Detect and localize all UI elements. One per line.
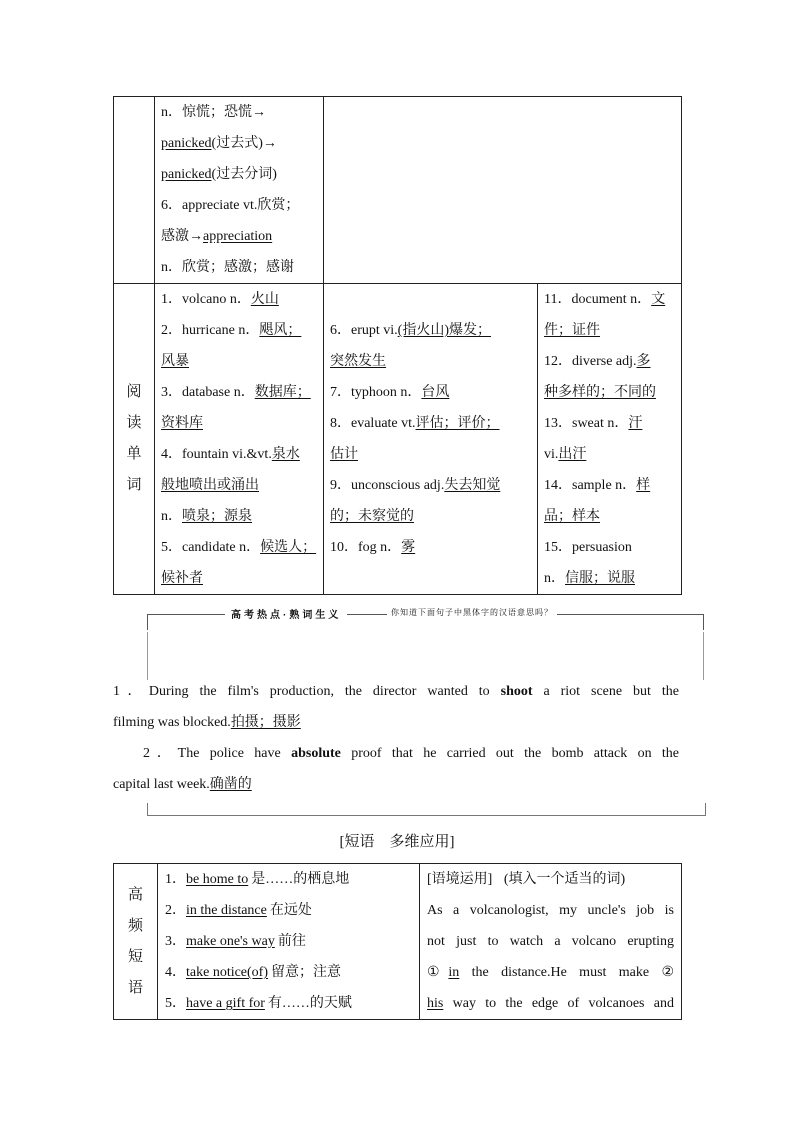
phrase-meaning: 是……的栖息地	[251, 872, 350, 887]
vocab-entry-line-text: 4．fountain vi.&vt.	[161, 447, 272, 462]
sentence-2-line-2	[113, 769, 679, 800]
phrase-english: take notice(of)	[186, 965, 269, 980]
vocab-entry-line	[538, 408, 681, 439]
vocab-entry-line-answer: 喷泉；源泉	[182, 509, 252, 524]
phrase-english: be home to	[186, 872, 249, 887]
vocab-entry-line-answer: 候补者	[161, 571, 203, 586]
phrase-meaning: 有……的天赋	[267, 996, 352, 1011]
vocab-entry-line	[155, 346, 323, 377]
vocabulary-table	[113, 96, 682, 595]
vocab-col-1-lines	[155, 284, 323, 594]
vocab-entry-line-answer: 泉水	[271, 447, 300, 462]
vocab-line	[155, 190, 323, 221]
vocab-entry-line-text: 7．typhoon n．	[330, 385, 422, 400]
vocab-entry-line	[155, 439, 323, 470]
side-label-char: 短	[127, 948, 143, 965]
vocab-entry-line-text: 1．volcano n．	[161, 292, 251, 307]
sentence-1-line-2	[113, 707, 679, 738]
sentence-2-line-2-text: capital last week.	[113, 777, 210, 792]
context-header	[420, 864, 681, 895]
vocab-entry-line-answer: 般地喷出或涌出	[161, 478, 259, 493]
sentence-2-post: proof that he carried out the bomb attack on the	[340, 746, 679, 761]
side-label-high-freq-phrases	[114, 864, 158, 1020]
vocab-line-suffix: (过去分词)	[211, 167, 277, 182]
vocab-line-answer: panicked	[161, 167, 212, 182]
banner-left-bracket	[147, 614, 148, 630]
side-label-char: 读	[126, 415, 142, 431]
side-label-char: 语	[127, 979, 143, 996]
vocab-line-text: 6．appreciate vt.欣赏；	[161, 198, 300, 213]
side-label-char: 阅	[126, 384, 142, 400]
vocab-entry-line-answer: 的；未察觉的	[330, 509, 414, 524]
vocab-line	[155, 252, 323, 283]
banner-title: 高考热点·熟词生义	[225, 606, 347, 621]
vocab-entry-line-text: 3．database n．	[161, 385, 255, 400]
context-instruction: (填入一个适当的词)	[503, 872, 626, 887]
side-label-reading-words	[114, 284, 155, 595]
side-cell-empty	[114, 97, 155, 284]
vocab-entry-line	[324, 315, 537, 346]
vocab-entry-line-answer: 样	[636, 478, 651, 493]
vocab-entry-line	[155, 377, 323, 408]
vocab-entry-line-answer: 汗	[628, 416, 643, 431]
vocab-entry-line	[155, 532, 323, 563]
phrase-english: make one's way	[186, 934, 275, 949]
phrase-english: in the distance	[186, 903, 267, 918]
side-label-char: 频	[127, 917, 143, 934]
vocab-col-3	[538, 284, 682, 595]
vocab-entry-line	[538, 563, 681, 594]
vocab-entry-line	[155, 408, 323, 439]
side-label-char: 高	[127, 886, 143, 903]
banner-right-bracket	[703, 614, 704, 630]
vocab-entry-line	[324, 439, 537, 470]
vocab-entry-line-text: 13．sweat n．	[544, 416, 629, 431]
vocab-top-right-empty	[324, 97, 682, 284]
vocab-entry-line	[538, 470, 681, 501]
phrase-number: 3．	[165, 934, 186, 949]
context-line-text: As a volcanologist, my uncle's job is	[427, 903, 674, 918]
phrase-table	[113, 863, 682, 1020]
phrase-item	[158, 988, 419, 1019]
sentence-1	[113, 676, 679, 738]
context-lines	[420, 895, 681, 1019]
vocab-entry-line-text: 8．evaluate vt.	[330, 416, 416, 431]
vocab-entry-line-answer: 品；样本	[544, 509, 600, 524]
vocab-entry-line-answer: 飓风；	[259, 323, 302, 338]
context-line-text: not just to watch a volcano erupting	[427, 934, 674, 949]
side-label-char: 单	[126, 446, 142, 462]
vocab-entry-line	[538, 532, 681, 563]
banner-hint: 你知道下面句子中黑体字的汉语意思吗？	[387, 607, 557, 618]
context-line-suffix: way to the edge of volcanoes and	[443, 996, 674, 1011]
vocab-entry-line	[538, 501, 681, 532]
vocab-entry-line	[155, 284, 323, 315]
phrase-item	[158, 864, 419, 895]
vocab-entry-line-answer: 件；证件	[544, 323, 600, 338]
context-heading: [语境运用]	[427, 872, 493, 887]
vocab-entry-line-answer: 火山	[250, 292, 279, 307]
side-label-chars	[114, 377, 154, 501]
banner-bottom-rule	[147, 803, 706, 816]
vocab-entry-line-answer: 台风	[421, 385, 450, 400]
vocab-entry-line	[538, 284, 681, 315]
vocab-line	[155, 97, 323, 128]
vocab-entry-line-text: n．	[161, 509, 182, 524]
vocab-entry-line-answer: 风暴	[161, 354, 189, 369]
context-line-answer: in	[448, 965, 460, 980]
section-title: [短语 多维应用]	[339, 834, 455, 850]
context-line	[420, 957, 681, 988]
sentence-1-bold-word: shoot	[500, 684, 533, 699]
vocab-entry-line-text: 10．fog n．	[330, 540, 402, 555]
sentence-1-line-2-text: filming was blocked.	[113, 715, 231, 730]
vocab-entry-line-text: 9．unconscious adj.	[330, 478, 445, 493]
context-line-suffix: the distance.He must make ②	[459, 965, 674, 980]
vocab-entry-line-answer: (指火山)爆发；	[397, 323, 491, 338]
hotspot-banner	[147, 600, 704, 680]
vocab-entry-line-answer: 出汗	[558, 447, 587, 462]
sentence-2	[113, 738, 679, 800]
vocab-entry-line-answer: 失去知觉	[444, 478, 501, 493]
vocab-entry-line-answer: 资料库	[161, 416, 203, 431]
phrase-item	[158, 926, 419, 957]
vocab-entry-line	[324, 563, 537, 594]
vocab-entry-line-answer: 数据库；	[254, 385, 311, 400]
phrase-meaning: 留意；注意	[271, 965, 342, 980]
vocab-entry-line	[324, 377, 537, 408]
vocab-entry-line-answer: 文	[651, 292, 666, 307]
vocab-entry-line-answer: 信服；说服	[565, 571, 635, 586]
sentence-1-pre: 1．During the film's production, the director wanted to	[113, 684, 501, 699]
vocab-entry-line-text: 6．erupt vi.	[330, 323, 398, 338]
sentence-1-line-1	[113, 676, 679, 707]
sentence-2-line-1	[113, 738, 679, 769]
sentence-1-post: a riot scene but the	[532, 684, 679, 699]
phrase-meaning: 在远处	[269, 903, 312, 918]
vocab-entry-line	[538, 439, 681, 470]
vocab-line	[155, 221, 323, 252]
vocab-entry-line-text: 2．hurricane n．	[161, 323, 260, 338]
phrase-number: 4．	[165, 965, 186, 980]
vocab-entry-line	[155, 470, 323, 501]
sentence-2-answer: 确凿的	[209, 777, 252, 792]
phrase-number: 5．	[165, 996, 186, 1011]
vocab-entry-line-answer: 候选人；	[260, 540, 317, 555]
vocab-entry-line-text: n．	[544, 571, 565, 586]
side-label-char: 词	[126, 477, 142, 493]
vocab-entry-line	[538, 315, 681, 346]
phrase-number: 2．	[165, 903, 186, 918]
vocab-line-text: n．欣赏；感激；感谢	[161, 260, 294, 275]
context-line-text: ①	[427, 965, 449, 980]
sentence-2-bold-word: absolute	[291, 746, 341, 761]
vocab-main-row	[114, 284, 682, 595]
vocab-entry-line	[155, 563, 323, 594]
context-line	[420, 895, 681, 926]
vocab-entry-line	[324, 408, 537, 439]
vocab-entry-line-answer: 种多样的；不同的	[544, 385, 656, 400]
vocab-entry-line	[538, 346, 681, 377]
vocab-entry-line	[324, 284, 537, 315]
vocab-entry-line	[324, 501, 537, 532]
vocab-entry-line-text: 5．candidate n．	[161, 540, 261, 555]
vocab-entry-line	[324, 532, 537, 563]
vocab-col-2-lines	[324, 284, 537, 594]
phrase-row	[114, 864, 682, 1020]
vocab-top-left-lines	[155, 97, 323, 283]
context-line-answer: his	[427, 996, 444, 1011]
context-cell	[420, 864, 682, 1020]
vocab-top-row	[114, 97, 682, 284]
sentence-2-pre: 2．The police have	[143, 746, 292, 761]
vocab-entry-line	[155, 315, 323, 346]
vocab-entry-line-text: 15．persuasion	[544, 540, 632, 555]
vocab-entry-line-answer: 多	[636, 354, 651, 369]
vocab-entry-line-text: vi.	[544, 447, 559, 462]
vocab-entry-line-text: 11．document n．	[544, 292, 652, 307]
sentence-1-answer: 拍摄；摄影	[230, 715, 301, 730]
vocab-top-left-cell	[155, 97, 324, 284]
context-line	[420, 988, 681, 1019]
vocab-entry-line-text: 12．diverse adj.	[544, 354, 637, 369]
context-line	[420, 926, 681, 957]
phrase-meaning: 前往	[277, 934, 306, 949]
vocab-line-text: n．惊慌；恐慌→	[161, 105, 266, 120]
phrase-item	[158, 957, 419, 988]
vocab-entry-line-text: 14．sample n．	[544, 478, 637, 493]
vocab-line-suffix: (过去式)→	[211, 136, 277, 151]
phrase-english: have a gift for	[186, 996, 265, 1011]
phrase-item	[158, 895, 419, 926]
phrase-number: 1．	[165, 872, 186, 887]
vocab-entry-line-answer: 评估；评价；	[415, 416, 500, 431]
vocab-line	[155, 159, 323, 190]
vocab-col-1	[155, 284, 324, 595]
vocab-line-text: 感激→	[161, 229, 203, 244]
vocab-entry-line	[324, 346, 537, 377]
banner-inner-frame	[147, 632, 704, 680]
vocab-entry-line	[324, 470, 537, 501]
phrase-list-cell	[158, 864, 420, 1020]
vocab-entry-line-answer: 雾	[401, 540, 416, 555]
vocab-col-3-lines	[538, 284, 681, 594]
vocab-line-answer: appreciation	[203, 229, 273, 244]
vocab-line-answer: panicked	[161, 136, 212, 151]
phrase-list	[158, 864, 419, 1019]
vocab-col-2	[324, 284, 538, 595]
vocab-entry-line	[538, 377, 681, 408]
vocab-entry-line	[155, 501, 323, 532]
vocab-entry-line-answer: 突然发生	[330, 354, 386, 369]
vocab-line	[155, 128, 323, 159]
vocab-entry-line-answer: 估计	[330, 447, 358, 462]
side-label-chars	[114, 880, 157, 1004]
